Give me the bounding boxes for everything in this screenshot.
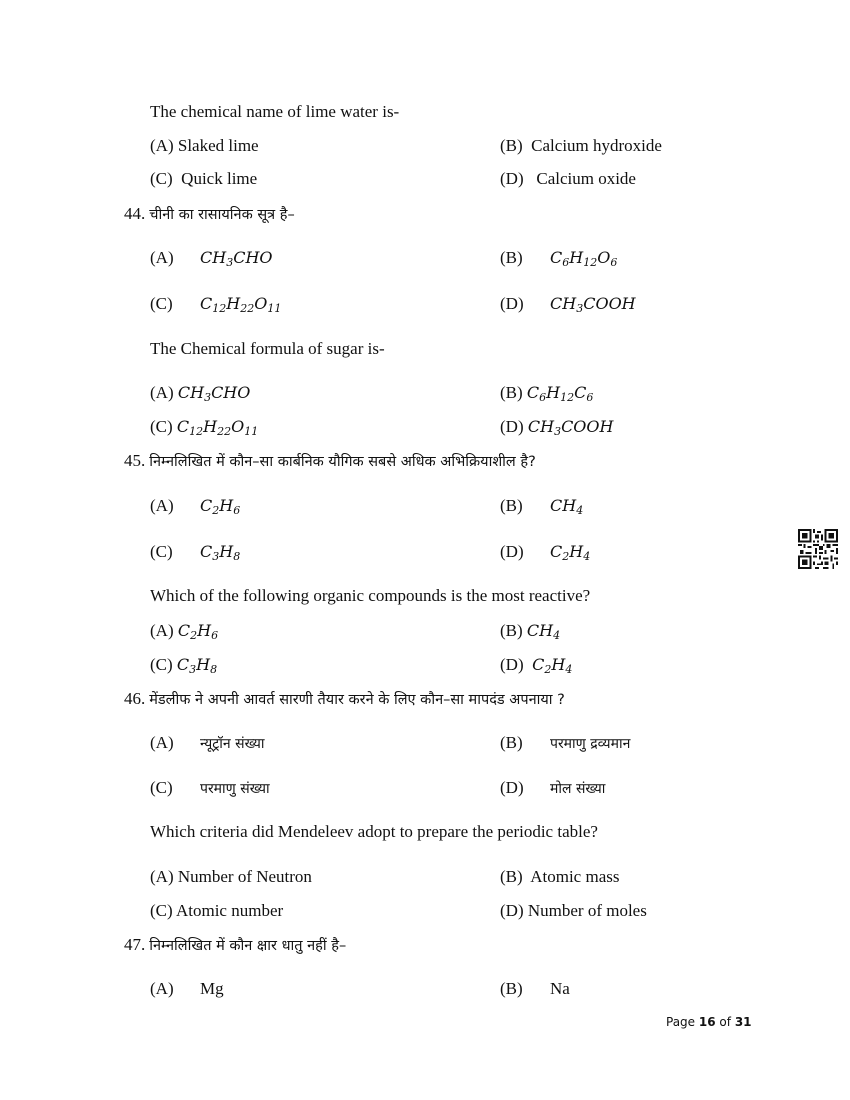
option-text: Number of Neutron (177, 867, 312, 886)
option-text: Na (550, 979, 570, 998)
q46-hi-option-b (500, 733, 630, 753)
q46-en-option-c (150, 901, 283, 921)
option-text: Calcium oxide (536, 169, 636, 188)
q46-hi-option-a (150, 733, 265, 753)
q44-en-option-b (500, 383, 593, 403)
question-hindi: निम्नलिखित में कौन क्षार धातु नहीं है– (149, 938, 347, 954)
option-text: Number of moles (527, 901, 647, 920)
option-label: (B) (500, 621, 523, 640)
formula: $C_6H_{12}O_6$ (550, 248, 618, 269)
option-label: (D) (500, 417, 524, 436)
formula: $CH_3CHO$ (177, 383, 251, 404)
option-label: (C) (150, 655, 173, 674)
option-label: (C) (150, 417, 173, 436)
option-label: (A) (150, 867, 174, 886)
q46-english-text: Which criteria did Mendeleev adopt to prepare the periodic table? (150, 822, 598, 841)
option-label: (D) (500, 169, 524, 188)
option-label: (A) (150, 383, 174, 402)
question-number: 47. (124, 935, 146, 954)
option-label: (A) (150, 733, 174, 752)
option-text: Slaked lime (177, 136, 259, 155)
formula: $C_2H_6$ (177, 621, 219, 642)
option-text: Atomic number (175, 901, 284, 920)
formula: $C_{12}H_{22}O_{11}$ (200, 294, 282, 315)
q44-hi-option-c (150, 294, 281, 314)
option-label: (A) (150, 136, 174, 155)
q45-en-option-d (500, 655, 572, 675)
q46-question (124, 689, 565, 709)
q44-en-option-d (500, 417, 614, 437)
option-label: (C) (150, 778, 173, 797)
q44-hi-option-d (500, 294, 636, 314)
option-label: (B) (500, 383, 523, 402)
option-text: Mg (200, 979, 224, 998)
option-text: मोल संख्या (550, 781, 606, 797)
q43-option-d (500, 169, 636, 189)
q45-hi-option-b (500, 496, 583, 516)
formula: $CH_4$ (550, 496, 584, 517)
formula: $C_2H_4$ (532, 655, 573, 676)
formula: $C_{12}H_{22}O_{11}$ (176, 417, 259, 438)
q45-question (124, 451, 536, 471)
formula: $C_6H_{12}C_6$ (526, 383, 594, 404)
q47-hi-option-b (500, 979, 570, 999)
q45-en-option-c (150, 655, 217, 675)
formula: $CH_4$ (526, 621, 561, 642)
formula: $CH_3COOH$ (527, 417, 614, 438)
q43-english-text: The chemical name of lime water is- (150, 102, 400, 121)
option-text: Atomic mass (530, 867, 620, 886)
q45-english-text: Which of the following organic compounds is the most reactive? (150, 586, 591, 605)
question-hindi: मेंडलीफ ने अपनी आवर्त सारणी तैयार करने के लिए कौन–सा मापदंड अपनाया ? (149, 692, 565, 708)
formula: $C_2H_6$ (200, 496, 241, 517)
option-text: परमाणु संख्या (200, 781, 270, 797)
q44-question (124, 204, 295, 224)
option-label: (D) (500, 901, 524, 920)
q43-option-c (150, 169, 257, 189)
question-number: 44. (124, 204, 146, 223)
option-label: (A) (150, 496, 174, 515)
q47-hi-option-a (150, 979, 224, 999)
q44-english-text: The Chemical formula of sugar is- (150, 339, 385, 358)
option-text: न्यूट्रॉन संख्या (200, 736, 265, 752)
q46-en-option-d (500, 901, 647, 921)
q44-en-option-a (150, 383, 250, 403)
option-label: (B) (500, 979, 523, 998)
formula: $CH_3COOH$ (550, 294, 636, 315)
option-text: Calcium hydroxide (531, 136, 662, 155)
formula: $C_3H_8$ (200, 542, 241, 563)
q43-option-a (150, 136, 259, 156)
q45-en-option-b (500, 621, 560, 641)
option-label: (A) (150, 621, 174, 640)
q45-en-option-a (150, 621, 218, 641)
option-text: परमाणु द्रव्यमान (550, 736, 631, 752)
option-label: (C) (150, 901, 173, 920)
option-label: (D) (500, 655, 524, 674)
q46-hi-option-c (150, 778, 270, 798)
option-label: (C) (150, 542, 173, 561)
q44-hi-option-b (500, 248, 617, 268)
q46-en-option-b (500, 867, 619, 887)
option-label: (B) (500, 136, 523, 155)
q46-hi-option-d (500, 778, 605, 798)
qr-code-icon (798, 529, 838, 569)
option-label: (B) (500, 496, 523, 515)
q43-option-b (500, 136, 662, 156)
formula: $C_2H_4$ (550, 542, 591, 563)
option-label: (B) (500, 248, 523, 267)
question-hindi: चीनी का रासायनिक सूत्र है– (149, 207, 295, 223)
option-label: (D) (500, 542, 524, 561)
page-number: Page 16 of 31 (666, 1015, 752, 1029)
option-label: (C) (150, 169, 173, 188)
option-label: (A) (150, 979, 174, 998)
formula: $C_3H_8$ (176, 655, 218, 676)
q45-hi-option-d (500, 542, 590, 562)
option-text: Quick lime (181, 169, 258, 188)
option-label: (B) (500, 867, 523, 886)
q45-hi-option-a (150, 496, 240, 516)
q46-en-option-a (150, 867, 312, 887)
formula: $CH_3CHO$ (200, 248, 273, 269)
option-label: (B) (500, 733, 523, 752)
q44-en-option-c (150, 417, 258, 437)
option-label: (D) (500, 778, 524, 797)
question-number: 45. (124, 451, 146, 470)
option-label: (C) (150, 294, 173, 313)
question-number: 46. (124, 689, 146, 708)
q44-hi-option-a (150, 248, 273, 268)
q47-question (124, 935, 346, 955)
option-label: (A) (150, 248, 174, 267)
option-label: (D) (500, 294, 524, 313)
question-hindi: निम्नलिखित में कौन–सा कार्बनिक यौगिक सबसे अधिक अभिक्रियाशील है? (149, 454, 536, 470)
q45-hi-option-c (150, 542, 240, 562)
